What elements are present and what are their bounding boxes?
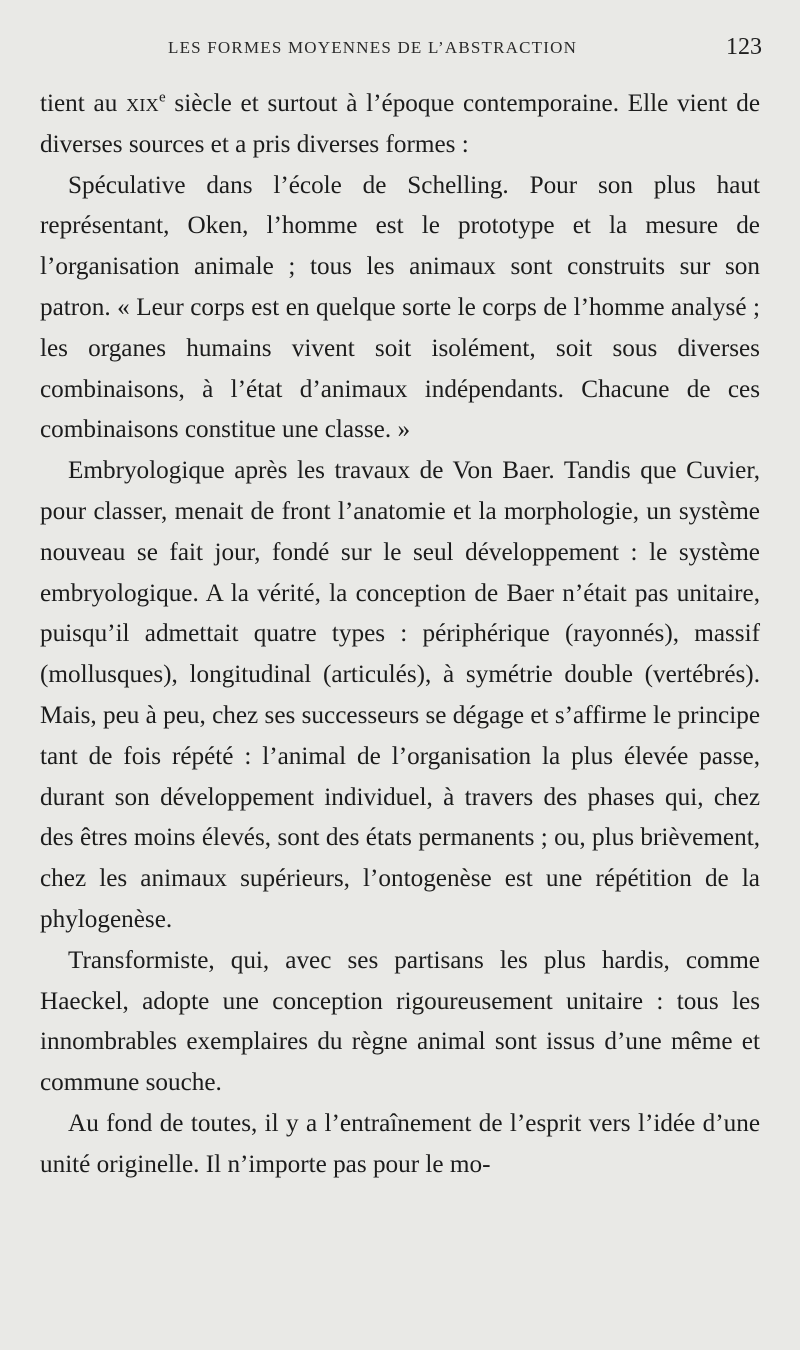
paragraph-1-prefix: tient au (40, 90, 127, 117)
page-header (40, 36, 762, 66)
paragraph-1-suffix: siècle et surtout à l’époque contemporaine. Elle vient de diverses sources et a pris diverses formes : (40, 90, 760, 158)
paragraph-speculative: Spéculative dans l’école de Schelling. Pour son plus haut représentant, Oken, l’homme est le prototype et la mesure de l’organisation animale ; tous les animaux sont construits sur son patron. « Leur corps est en quelque sorte le corps de l’homme analysé ; les organes humains vivent soit isolément, soit sous diverses combinaisons, à l’état d’animaux indépendants. Chacune de ces combinaisons constitue une classe. » (40, 171, 760, 444)
century-numeral: xix (126, 90, 159, 117)
century-superscript: e (158, 89, 166, 106)
running-head: LES FORMES MOYENNES DE L’ABSTRACTION (168, 38, 578, 57)
paragraph-continuation (40, 84, 760, 166)
paragraph-embryological: Embryologique après les travaux de Von Baer. Tandis que Cuvier, pour classer, menait de front l’anatomie et la morphologie, un système nouveau se fait jour, fondé sur le seul développement : le système embryologique. A la vérité, la conception de Baer n’était pas unitaire, puisqu’il admettait quatre types : périphérique (rayonnés), massif (mollusques), longitudinal (articulés), à symétrie double (vertébrés). Mais, peu à peu, chez ses successeurs se dégage et s’affirme le principe tant de fois répété : l’animal de l’organisation la plus élevée passe, durant son développement individuel, à travers des phases qui, chez des êtres moins élevés, sont des états permanents ; ou, plus brièvement, chez les animaux supérieurs, l’ontogenèse est une répétition de la phylogenèse. (40, 457, 760, 933)
page-number: 123 (726, 34, 762, 60)
paragraph-transformist: Transformiste, qui, avec ses partisans les plus hardis, comme Haeckel, adopte une conception rigoureusement unitaire : tous les innombrables exemplaires du règne animal sont issus d’une même et commune souche. (40, 946, 760, 1097)
body-text (40, 84, 760, 1186)
paragraph-origin-unity: Au fond de toutes, il y a l’entraînement de l’esprit vers l’idée d’une unité originelle. Il n’importe pas pour le mo- (40, 1109, 760, 1178)
